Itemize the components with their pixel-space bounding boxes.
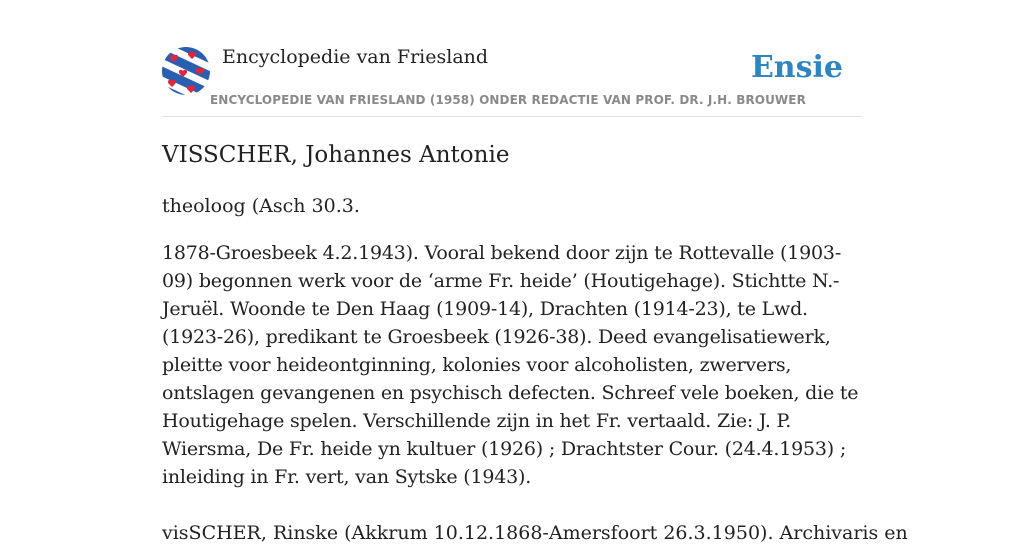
frisian-flag-logo-icon[interactable] [162, 47, 210, 95]
article-intro: theoloog (Asch 30.3. [162, 195, 360, 217]
ensie-brand-link[interactable]: Ensie [750, 50, 843, 85]
article-body: 1878-Groesbeek 4.2.1943). Vooral bekend door zijn te Rottevalle (1903-09) begonnen werk voor de ‘arme Fr. heide’ (Houtigehage). Stichtte N.-Jeruël. Woonde te Den Haag (1909-14), Drachten (1914-23), te Lwd. (1923-26), predikant te Groesbeek (1926-38). Deed evangelisatiewerk, pleitte voor heideontginning, kolonies voor alcoholisten, zwervers, ontslagen gevangenen en psychisch defecten. Schreef vele boeken, die te Houtigehage spelen. Verschillende zijn in het Fr. vertaald. Zie: J. P. Wiersma, De Fr. heide yn kultuer (1926) ; Drachtster Cour. (24.4.1953) ; inleiding in Fr. vert, van Sytske (1943). [162, 242, 859, 488]
next-entry-text: visSCHER, Rinske (Akkrum 10.12.1868-Amersfoort 26.3.1950). Archivaris en [162, 522, 908, 544]
article [162, 140, 908, 547]
site-header [162, 44, 862, 117]
encyclopedia-subtitle: ENCYCLOPEDIE VAN FRIESLAND (1958) ONDER REDACTIE VAN PROF. DR. J.H. BROUWER [210, 93, 806, 107]
article-title: VISSCHER, Johannes Antonie [162, 142, 510, 168]
site-title-link[interactable]: Encyclopedie van Friesland [222, 46, 489, 68]
